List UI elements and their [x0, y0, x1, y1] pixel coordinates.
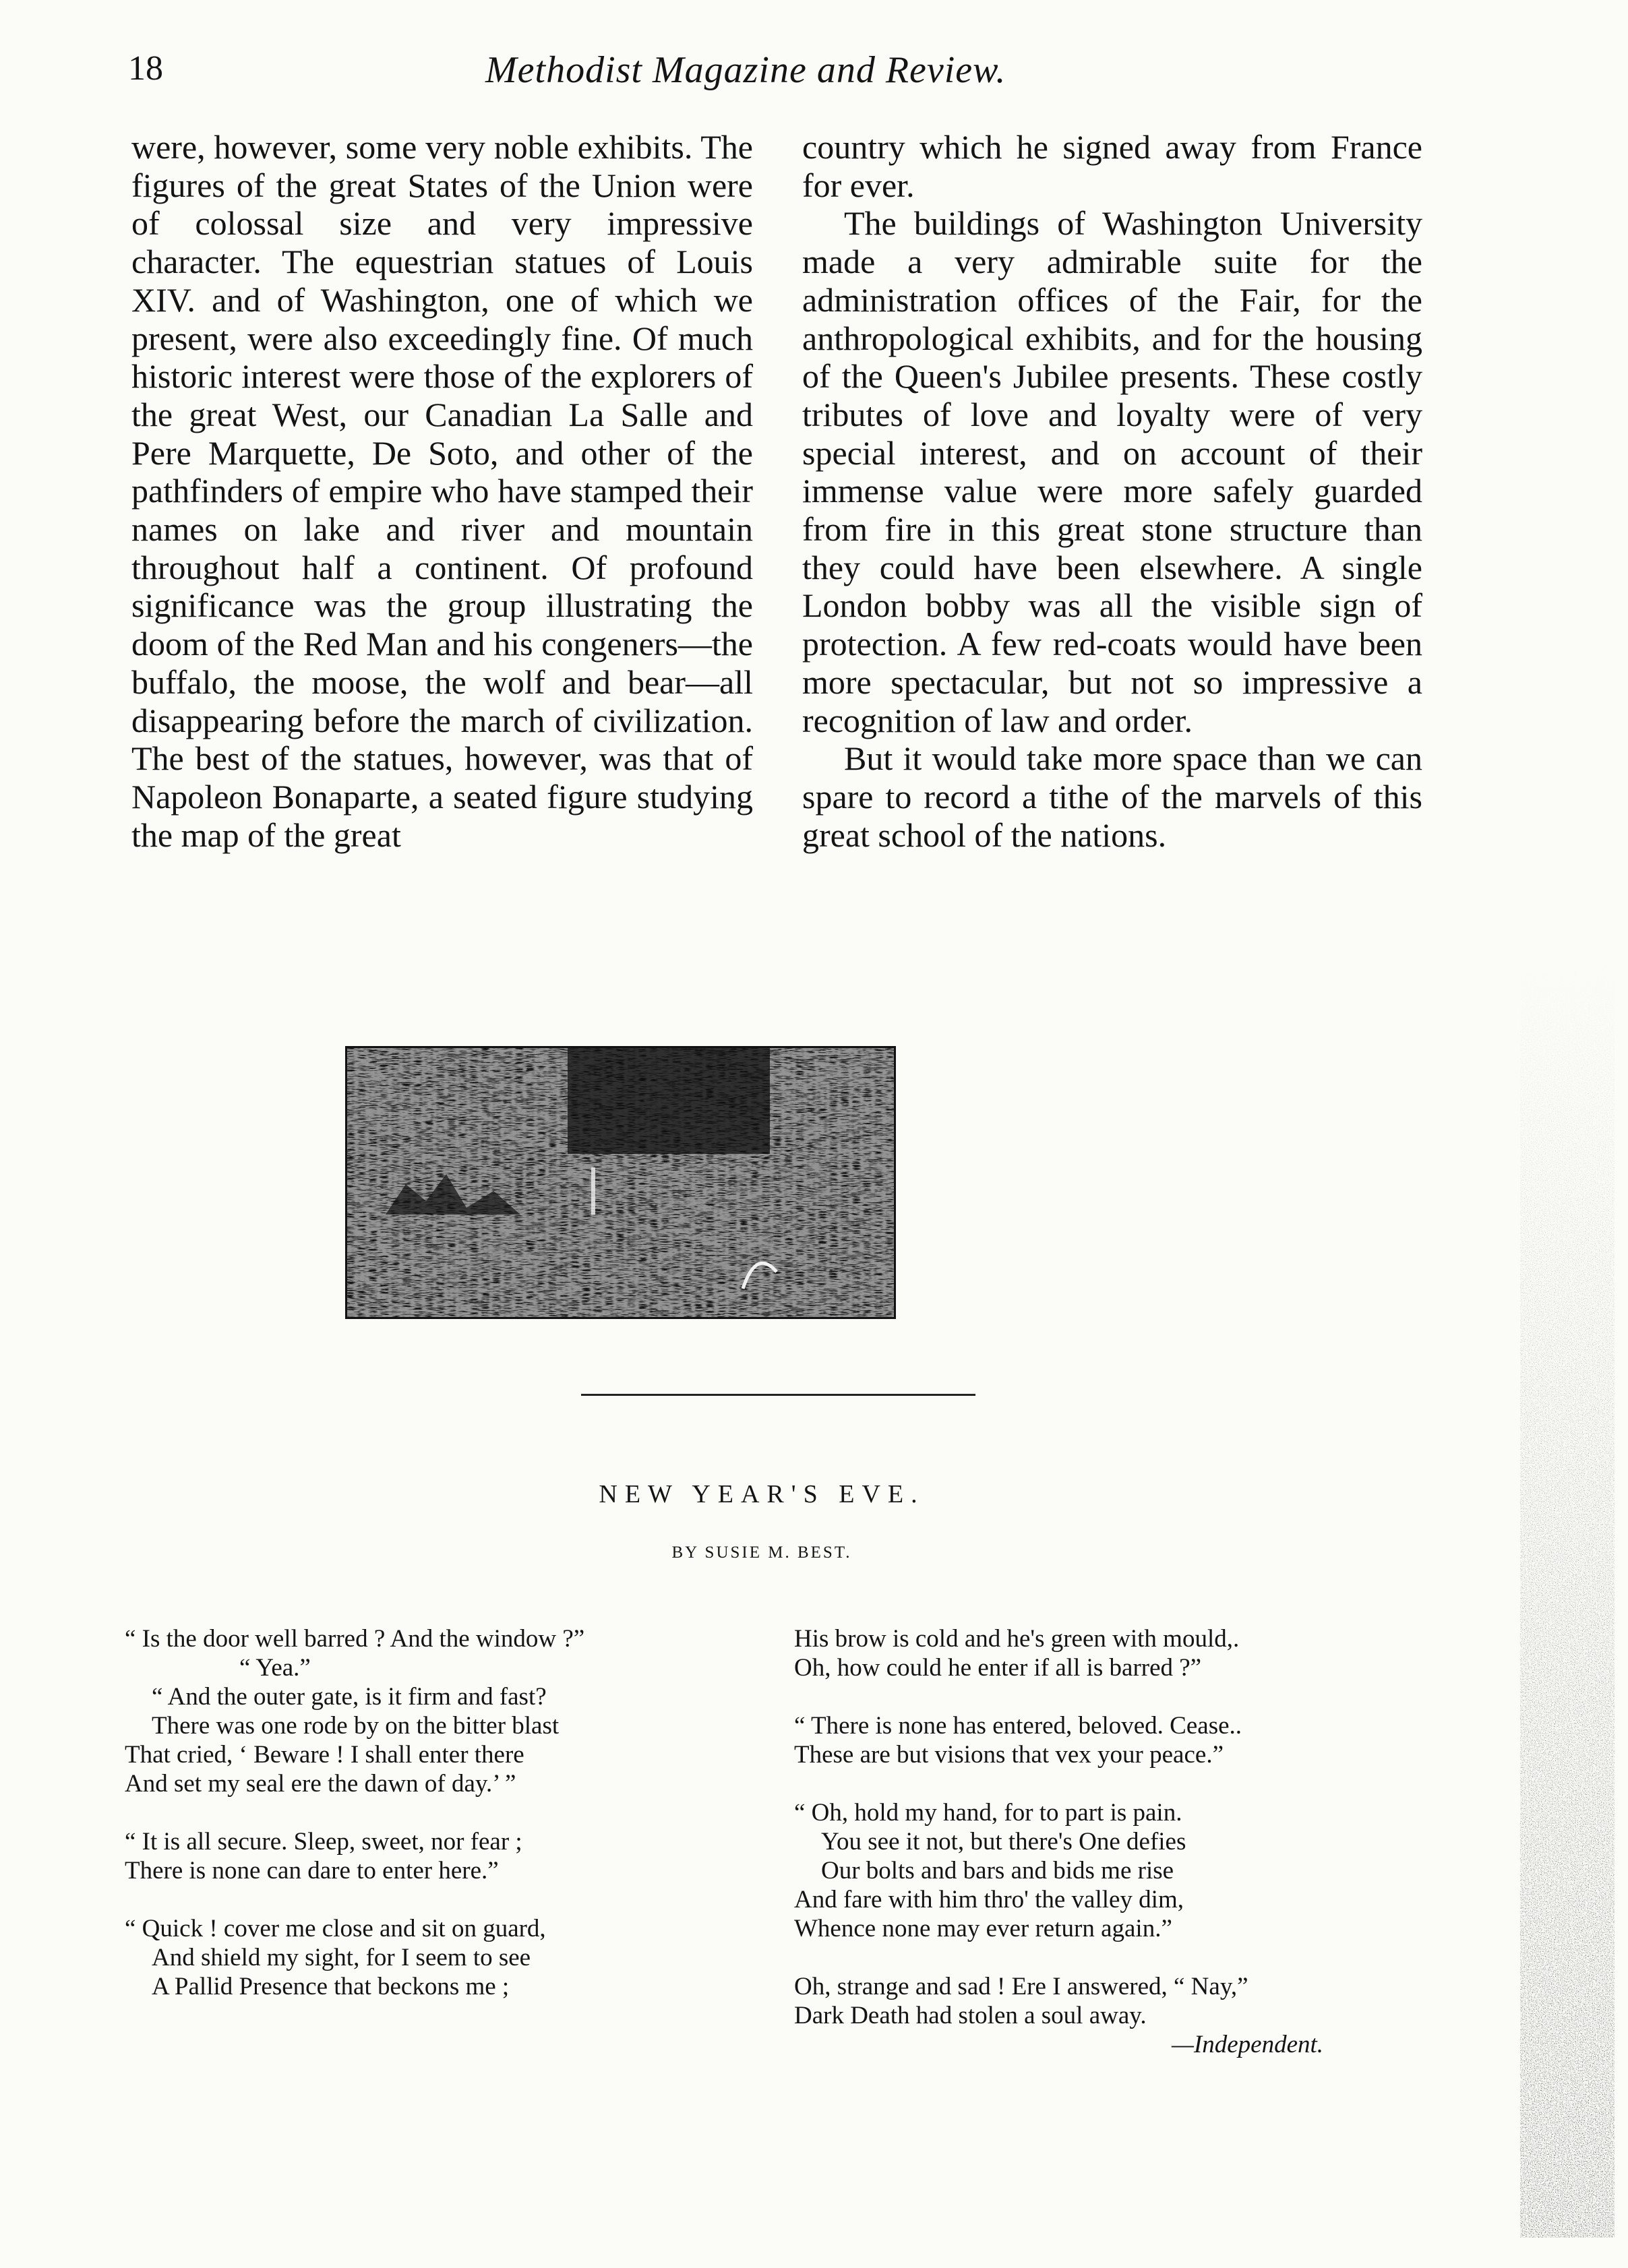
- poem-line: You see it not, but there's One defies: [821, 1828, 1186, 1856]
- margin-print-noise: [1520, 957, 1615, 2238]
- poem-line: And shield my sight, for I seem to see: [152, 1944, 531, 1971]
- poem-line: And fare with him thro' the valley dim,: [794, 1886, 1184, 1913]
- article-paragraph: The buildings of Washington University made a very admirable suite for the administration offices of the Fair, for the anthropological exhibits, and for the housing of the Queen's Jubilee presents. These costly tributes of love and loyalty were of very special interest, and on account of their immense value were more safely guarded from fire in this great stone structure than they could have been elsewhere. A single London bobby was all the visible sign of protection. A few red-coats would have been more spectacular, but not so impressive a recognition of law and order.: [802, 204, 1422, 739]
- poem-line: Dark Death had stolen a soul away.: [794, 2002, 1147, 2029]
- article-right-column: [802, 128, 1422, 854]
- poem-line: That cried, ‘ Beware ! I shall enter there: [125, 1741, 524, 1769]
- page-number: 18: [128, 49, 163, 88]
- poem-left-column: [125, 1624, 584, 2001]
- article-paragraph: were, however, some very noble exhibits. The figures of the great States of the Union were of colossal size and very impressive character. The equestrian statues of Louis XIV. and of Washington, one of which we present, were also exceedingly fine. Of much historic interest were those of the explorers of the great West, our Canadian La Salle and Pere Marquette, De Soto, and other of the pathfinders of empire who have stamped their names on lake and river and mountain throughout half a continent. Of profound significance was the group illustrating the doom of the Red Man and his congeners—the buffalo, the moose, the wolf and bear—all disappearing before the march of civilization. The best of the statues, however, was that of Napoleon Bonaparte, a seated figure studying the map of the great: [131, 128, 753, 854]
- poem-line: “ Is the door well barred ? And the window ?”: [125, 1625, 585, 1653]
- poem-line: There is none can dare to enter here.”: [125, 1857, 499, 1884]
- poem-line: And set my seal ere the dawn of day.’ ”: [125, 1770, 516, 1798]
- poem-line: These are but visions that vex your peace.”: [794, 1741, 1224, 1769]
- article-paragraph: country which he signed away from France for ever.: [802, 128, 1422, 204]
- poem-right-column: [794, 1624, 1323, 2059]
- article-left-column: [131, 128, 753, 854]
- section-divider: [581, 1394, 975, 1396]
- running-title: Methodist Magazine and Review.: [485, 49, 1006, 91]
- poem-line: Our bolts and bars and bids me rise: [821, 1857, 1174, 1884]
- poem-line: There was one rode by on the bitter blast: [152, 1712, 560, 1740]
- landscape-engraving: [345, 1046, 896, 1319]
- poem-line: “ Yea.”: [239, 1654, 311, 1682]
- poem-line: Oh, how could he enter if all is barred ?”: [794, 1654, 1202, 1682]
- poem-line: His brow is cold and he's green with mould,.: [794, 1625, 1240, 1653]
- poem-line: “ Oh, hold my hand, for to part is pain.: [794, 1799, 1182, 1827]
- poem-attribution: —Independent.: [1172, 2031, 1324, 2058]
- poem-line: A Pallid Presence that beckons me ;: [152, 1973, 510, 2000]
- poem-line: Whence none may ever return again.”: [794, 1915, 1172, 1942]
- article-paragraph: But it would take more space than we can spare to record a tithe of the marvels of this great school of the nations.: [802, 739, 1422, 854]
- poem-title: NEW YEAR'S EVE.: [599, 1480, 925, 1508]
- poem-line: “ And the outer gate, is it firm and fast?: [152, 1683, 547, 1711]
- poem-byline: BY SUSIE M. BEST.: [671, 1543, 852, 1562]
- poem-line: “ There is none has entered, beloved. Cease..: [794, 1712, 1242, 1740]
- poem-line: “ Quick ! cover me close and sit on guard,: [125, 1915, 546, 1942]
- poem-line: Oh, strange and sad ! Ere I answered, “ Nay,”: [794, 1973, 1248, 2000]
- poem-line: “ It is all secure. Sleep, sweet, nor fear ;: [125, 1828, 522, 1856]
